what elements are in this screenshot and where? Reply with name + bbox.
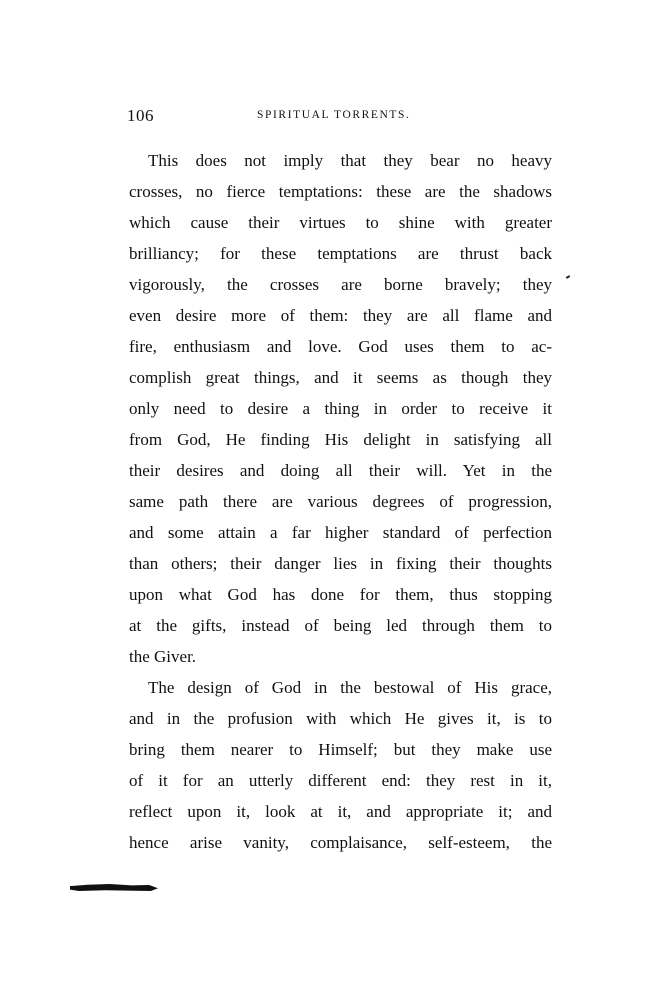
- ink-smudge: [70, 884, 158, 891]
- text-line: vigorously, the crosses are borne bravely; they: [129, 275, 552, 294]
- text-line: even desire more of them: they are all flame and: [129, 306, 552, 325]
- text-line: their desires and doing all their will. Yet in the: [129, 461, 552, 480]
- page-number: 106: [127, 106, 154, 125]
- text-line: brilliancy; for these temptations are thrust back: [129, 244, 552, 263]
- text-line: complish great things, and it seems as though they: [129, 368, 552, 387]
- page-header: [127, 106, 553, 130]
- text-line: and some attain a far higher standard of perfection: [129, 523, 552, 542]
- text-line: from God, He finding His delight in satisfying all: [129, 430, 552, 449]
- text-line: only need to desire a thing in order to receive it: [129, 399, 552, 418]
- paragraph-2: [129, 672, 552, 858]
- text-line: same path there are various degrees of progression,: [129, 492, 552, 511]
- text-line: than others; their danger lies in fixing their thoughts: [129, 554, 552, 573]
- paragraph-1: [129, 145, 552, 672]
- stray-ink-mark: [566, 275, 570, 279]
- text-line: crosses, no fierce temptations: these are the shadows: [129, 182, 552, 201]
- text-line: reflect upon it, look at it, and appropriate it; and: [129, 802, 552, 821]
- text-line: at the gifts, instead of being led through them to: [129, 616, 552, 635]
- body-text: [129, 145, 552, 858]
- text-line: bring them nearer to Himself; but they make use: [129, 740, 552, 759]
- text-line: which cause their virtues to shine with greater: [129, 213, 552, 232]
- text-line: The design of God in the bestowal of His grace,: [148, 678, 552, 697]
- text-line: and in the profusion with which He gives it, is to: [129, 709, 552, 728]
- running-title: SPIRITUAL TORRENTS.: [257, 109, 411, 121]
- text-line: hence arise vanity, complaisance, self-esteem, the: [129, 833, 552, 852]
- text-line: fire, enthusiasm and love. God uses them to ac-: [129, 337, 552, 356]
- text-line: the Giver.: [129, 647, 197, 666]
- text-line: This does not imply that they bear no heavy: [148, 151, 552, 170]
- text-line: upon what God has done for them, thus stopping: [129, 585, 552, 604]
- text-line: of it for an utterly different end: they rest in it,: [129, 771, 552, 790]
